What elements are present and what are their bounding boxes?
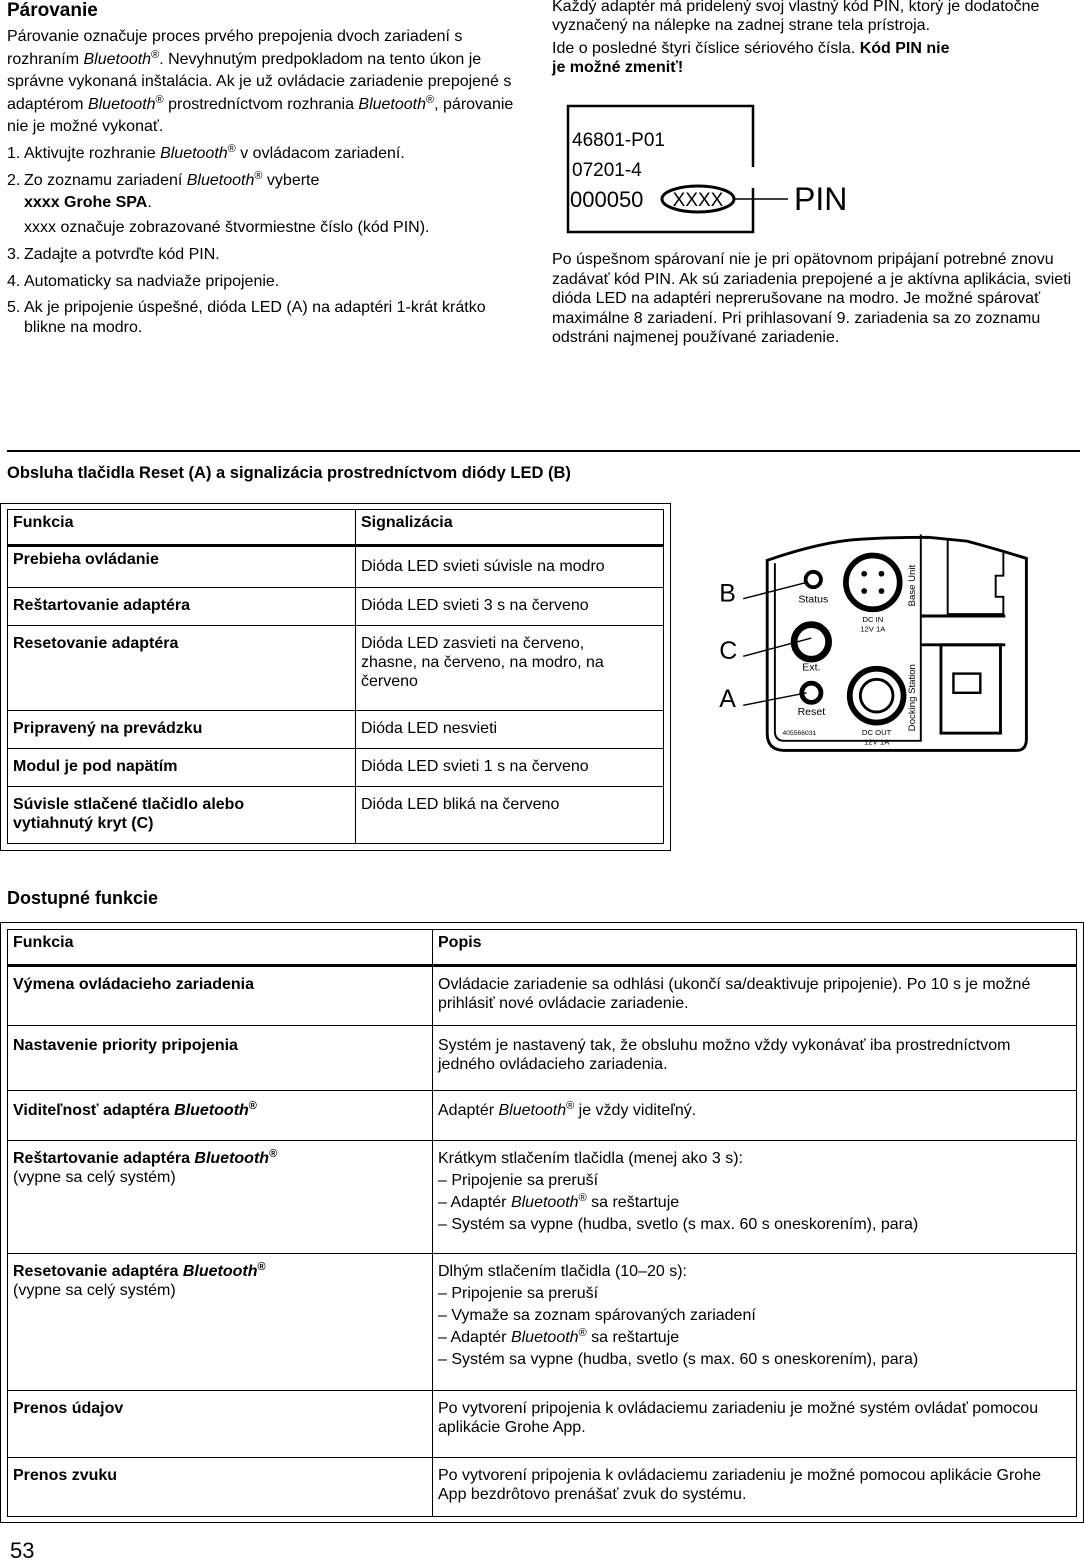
dc-out-label: DC OUT [861, 728, 892, 738]
label-line-2: 07201-4 [572, 160, 642, 181]
pin-info-2: Ide o posledné štyri číslice sériového čísla. Kód PIN nie je možné zmeniť! [552, 40, 950, 76]
table-row [8, 1141, 1077, 1254]
dc-in-label: DC IN [862, 614, 884, 624]
step-number: 5. [7, 298, 21, 316]
table-row [8, 1026, 1077, 1091]
registered-mark: ® [257, 1261, 266, 1273]
base-unit-label: Base Unit [907, 564, 919, 607]
description-cell [433, 1141, 1077, 1254]
registered-mark: ® [227, 142, 236, 155]
description-line: – Pripojenie sa preruší [438, 1285, 599, 1302]
table-row [8, 711, 664, 749]
registered-mark: ® [151, 48, 160, 61]
pin-info: Každý adaptér má pridelený svoj vlastný kód PIN, ktorý je dodatočne vyznačený na nálepke na zadnej strane tela prístroja. [552, 0, 1040, 34]
step-1 [7, 143, 529, 165]
function-cell [8, 1391, 433, 1458]
step-text: Zo zoznamu zariadení Bluetooth® vyberte xxxx Grohe SPA. xxxx označuje zobrazované štvormiestne číslo (kód PIN). [24, 172, 529, 236]
table-row [8, 626, 664, 711]
pairing-section [7, 0, 529, 343]
step-5 [7, 298, 529, 338]
description-line: Po vytvorení pripojenia k ovládaciemu zariadeniu je možné systém ovládať pomocou aplikácie Grohe App. [438, 1400, 1039, 1436]
pairing-title: Párovanie [7, 0, 98, 21]
pairing-after-text: Po úspešnom spárovaní nie je pri opätovnom pripájaní potrebné znovu zadávať kód PIN. Ak sú zariadenia prepojené a je aktívna aplikácia, svieti dióda LED na adaptéri neprerušovane na modro. Je možné spárovať maximálne 8 zariadení. Pri prihlasovaní 9. zariadenia sa zo zoznamu odstráni najmenej používané zariadenie. [552, 251, 1072, 346]
text-run: Bluetooth [182, 1263, 258, 1280]
col-header: Signalizácia [356, 510, 664, 546]
pin-info-section [552, 0, 1080, 81]
step-number: 3. [7, 245, 21, 263]
ext-label: Ext. [802, 661, 821, 674]
table-row [8, 749, 664, 787]
description-line: Ovládacie zariadenie sa odhlási (ukončí sa/deaktivuje pripojenie). Po 10 s je možné prihlásiť nové ovládacie zariadenie. [438, 976, 1031, 1012]
serial-number: 405566031 [782, 730, 817, 738]
description-cell [433, 1391, 1077, 1458]
signal-cell: Dióda LED bliká na červeno [356, 787, 664, 844]
function-cell: Pripravený na prevádzku [8, 711, 356, 749]
text-run: Viditeľnosť adaptéra [13, 1102, 175, 1119]
text-run: Kód PIN nie [859, 40, 950, 57]
table-row [8, 1458, 1077, 1517]
functions-section-title: Dostupné funkcie [7, 888, 159, 908]
reset-label: Reset [797, 705, 826, 718]
text-run: Bluetooth [194, 1150, 270, 1167]
label-line-3: 000050 [570, 187, 644, 212]
step-text: Aktivujte rozhranie Bluetooth® v ovládacom zariadení. [24, 142, 405, 162]
text-run: Bluetooth [498, 1102, 567, 1119]
text-run [24, 214, 529, 217]
functions-table [7, 929, 1077, 1517]
pairing-steps [7, 143, 529, 338]
table-row [8, 1254, 1077, 1391]
text-run: Resetovanie adaptéra [13, 1263, 183, 1280]
function-cell: Modul je pod napätím [8, 749, 356, 787]
text-run: Bluetooth [160, 144, 228, 162]
text-run: je možné zmeniť! [552, 59, 684, 76]
step-number: 4. [7, 272, 21, 290]
table-row [8, 546, 664, 588]
text-run: Bluetooth [174, 1102, 249, 1119]
table-row [8, 1391, 1077, 1458]
registered-mark: ® [155, 93, 164, 106]
step-2 [7, 170, 529, 239]
dc-out-rating: 12V 1A [864, 737, 890, 747]
description-cell [433, 1091, 1077, 1141]
function-cell: Prebieha ovládanie [8, 546, 356, 588]
step-number: 2. [7, 171, 21, 189]
dc-in-port-icon [846, 556, 900, 610]
text-run: Bluetooth [358, 95, 427, 113]
registered-mark: ® [254, 169, 263, 182]
text-run: Bluetooth [87, 95, 156, 113]
text-run: Výmena ovládacieho zariadenia [13, 976, 254, 993]
text-run: Bluetooth [510, 1329, 579, 1346]
description-line: Krátkym stlačením tlačidla (menej ako 3 s): [438, 1150, 743, 1167]
docking-station-label: Docking Station [907, 664, 919, 732]
col-header: Funkcia [8, 510, 356, 546]
step-text: Automaticky sa nadviaže pripojenie. [24, 272, 280, 290]
description-cell [433, 1458, 1077, 1517]
description-line: Adaptér Bluetooth® je vždy viditeľný. [438, 1100, 697, 1119]
signal-cell: Dióda LED svieti 3 s na červeno [356, 588, 664, 626]
pin-callout: PIN [794, 181, 848, 217]
step-4 [7, 271, 529, 293]
step-text: Ak je pripojenie úspešné, dióda LED (A) na adaptéri 1-krát krátko blikne na modro. [24, 298, 486, 336]
description-line: – Adaptér Bluetooth® sa reštartuje [438, 1327, 680, 1346]
step-3 [7, 244, 529, 266]
function-cell: Resetovanie adaptéra Bluetooth® (vypne sa celý systém) [8, 1254, 433, 1391]
signal-cell: Dióda LED svieti súvisle na modro [356, 546, 664, 588]
text-run: Bluetooth [186, 171, 255, 189]
function-cell: Resetovanie adaptéra [8, 626, 356, 711]
reset-section-title: Obsluha tlačidla Reset (A) a signalizácia prostredníctvom diódy LED (B) [7, 464, 571, 482]
col-header: Funkcia [8, 930, 433, 966]
registered-mark: ® [248, 1100, 257, 1112]
registered-mark: ® [578, 1192, 587, 1204]
function-cell: Reštartovanie adaptéra [8, 588, 356, 626]
label-line-1: 46801-P01 [572, 130, 665, 151]
pin-label-illustration [560, 100, 870, 240]
description-cell [433, 1026, 1077, 1091]
table-row [8, 966, 1077, 1026]
description-line: Po vytvorení pripojenia k ovládaciemu zariadeniu je možné pomocou aplikácie Grohe App bezdrôtovo prenášať zvuk do systému. [438, 1467, 1041, 1503]
function-cell: Reštartovanie adaptéra Bluetooth® (vypne sa celý systém) [8, 1141, 433, 1254]
text-run: xxxx Grohe SPA [24, 193, 148, 211]
registered-mark: ® [566, 1100, 575, 1112]
label-pin-digits: XXXX [672, 190, 724, 211]
dc-in-rating: 12V 1A [860, 624, 886, 634]
description-line: Dlhým stlačením tlačidla (10–20 s): [438, 1263, 687, 1280]
description-line: – Adaptér Bluetooth® sa reštartuje [438, 1192, 680, 1211]
function-cell [8, 1091, 433, 1141]
pairing-intro: Párovanie označuje proces prvého prepojenia dvoch zariadení s rozhraním Bluetooth®. Nevyhnutým predpokladom na tento úkon je správne vykonaná inštalácia. Ak je už ovládacie zariadenie prepojené s adaptérom Bluetooth® prostredníctvom rozhrania Bluetooth®, párovanie nie je možné vykonať. [7, 28, 514, 135]
description-line: Systém je nastavený tak, že obsluhu možno vždy vykonávať iba prostredníctvom jedného ovládacieho zariadenia. [438, 1037, 1011, 1073]
text-run: Reštartovanie adaptéra [13, 1150, 195, 1167]
signal-cell: Dióda LED zasvieti na červeno, zhasne, na červeno, na modro, na červeno [356, 626, 664, 711]
callout-a: A [719, 685, 736, 714]
callout-c: C [719, 637, 738, 666]
description-line: – Systém sa vypne (hudba, svetlo (s max. 60 s oneskorením), para) [438, 1216, 919, 1233]
callout-b: B [719, 579, 736, 608]
registered-mark: ® [426, 93, 435, 106]
page-number: 53 [10, 1538, 35, 1563]
description-line: – Systém sa vypne (hudba, svetlo (s max. 60 s oneskorením), para) [438, 1351, 919, 1368]
description-line: – Pripojenie sa preruší [438, 1172, 599, 1189]
text-run: Bluetooth [510, 1194, 579, 1211]
description-cell [433, 966, 1077, 1026]
function-cell: Súvisle stlačené tlačidlo alebo vytiahnutý kryt (C) [8, 787, 356, 844]
function-cell [8, 966, 433, 1026]
text-run: Nastavenie priority pripojenia [13, 1037, 238, 1054]
table-row [8, 1091, 1077, 1141]
table-row [8, 588, 664, 626]
status-label: Status [798, 593, 829, 606]
signal-cell: Dióda LED nesvieti [356, 711, 664, 749]
text-run: Prenos zvuku [13, 1467, 118, 1484]
section-divider [7, 450, 1080, 452]
function-cell [8, 1026, 433, 1091]
adapter-diagram [700, 520, 1084, 760]
description-cell [433, 1254, 1077, 1391]
col-header: Popis [433, 930, 1077, 966]
status-led-icon [806, 572, 821, 587]
text-run: Prenos údajov [13, 1400, 124, 1417]
dc-out-port-icon [850, 669, 904, 723]
signal-cell: Dióda LED svieti 1 s na červeno [356, 749, 664, 787]
registered-mark: ® [578, 1327, 587, 1339]
function-cell [8, 1458, 433, 1517]
reset-signal-table [7, 509, 664, 844]
table-row [8, 787, 664, 844]
description-line: – Vymaže sa zoznam spárovaných zariadení [438, 1307, 756, 1324]
step-number: 1. [7, 144, 21, 162]
step-text: Zadajte a potvrďte kód PIN. [24, 245, 220, 263]
registered-mark: ® [269, 1148, 278, 1160]
text-run: Bluetooth [83, 50, 152, 68]
